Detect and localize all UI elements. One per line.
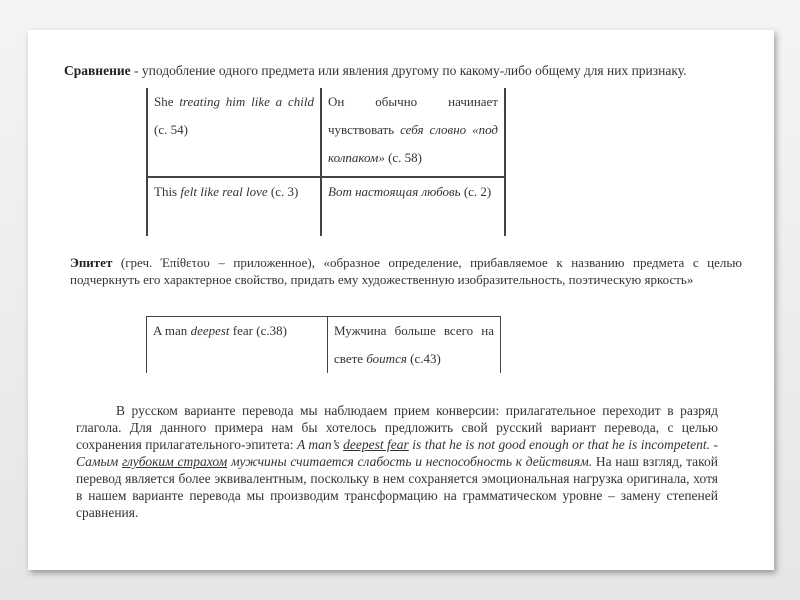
comparison-text: - уподобление одного предмета или явления другому по какому-либо общему для них признаку. <box>130 63 687 78</box>
epithet-text: (греч. Έπίθετου – приложенное), «образное определение, прибавляемое к названию предмета с целью подчеркнуть его характерное свойство, придать ему художественную изобразительность, поэтическую яркость» <box>70 255 742 287</box>
table-cell-en: This felt like real love (с. 3) <box>147 177 321 236</box>
table-cell-en: A man deepest fear (с.38) <box>147 317 328 374</box>
table-cell-ru: Вот настоящая любовь (с. 2) <box>321 177 505 236</box>
comparison-term: Сравнение <box>64 63 131 78</box>
slide <box>28 30 774 570</box>
table-cell-ru: Он обычно начинает чувствовать себя словно «под колпаком» (с. 58) <box>321 88 505 177</box>
epithet-term: Эпитет <box>70 255 113 270</box>
table-cell-en: She treating him like a child (с. 54) <box>147 88 321 177</box>
epithet-table <box>146 316 501 373</box>
table-row <box>147 88 505 177</box>
table-row <box>147 177 505 236</box>
table-row <box>147 317 501 374</box>
comparison-table <box>146 88 506 236</box>
analysis-paragraph: В русском варианте перевода мы наблюдаем прием конверсии: прилагательное переходит в разряд глагола. Для данного примера нам бы хотелось предложить свой русский вариант перевода, с целью сохранения прилагательного-эпитета: A man’s deepest fear is that he is not good enough or that he is incompetent. - Самым глубоким страхом мужчины считается слабость и неспособность к действиям. На наш взгляд, такой перевод является более эквивалентным, поскольку в нем сохраняется эмоциональная нагрузка оригинала, хотя в нашем варианте перевода мы производим трансформацию на грамматическом уровне – замену степеней сравнения. <box>76 403 718 520</box>
comparison-definition <box>64 62 750 79</box>
table-cell-ru: Мужчина больше всего на свете боится (с.43) <box>328 317 501 374</box>
epithet-definition <box>70 254 742 288</box>
